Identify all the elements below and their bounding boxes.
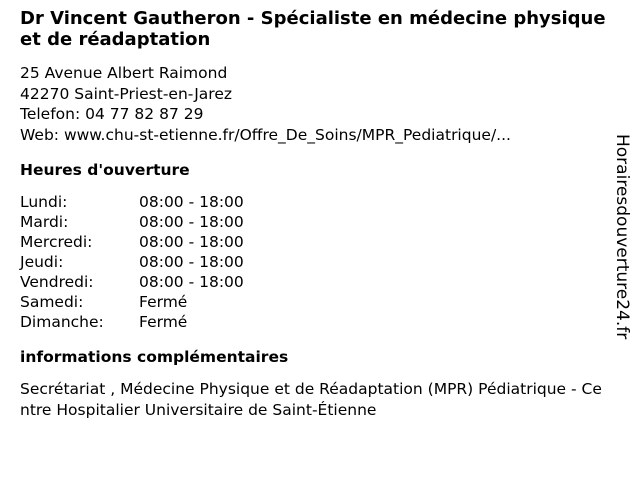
day-hours: 08:00 - 18:00 [139, 233, 244, 251]
phone-number: Telefon: 04 77 82 87 29 [20, 105, 204, 123]
info-heading: informations complémentaires [20, 348, 289, 366]
day-hours: 08:00 - 18:00 [139, 253, 244, 271]
street-address: 25 Avenue Albert Raimond [20, 64, 228, 82]
hours-row-saturday [20, 292, 610, 312]
day-hours: Fermé [139, 313, 188, 331]
day-hours: Fermé [139, 293, 188, 311]
day-label: Lundi: [20, 193, 68, 211]
info-text: Secrétariat , Médecine Physique et de Réadaptation (MPR) Pédiatrique - Centre Hospitalier Universitaire de Saint-Étienne [20, 380, 602, 419]
day-label: Mardi: [20, 213, 69, 231]
hours-row-sunday [20, 312, 610, 332]
business-listing [20, 8, 610, 420]
day-label: Vendredi: [20, 273, 94, 291]
day-label: Dimanche: [20, 313, 104, 331]
hours-row-thursday [20, 252, 610, 272]
day-hours: 08:00 - 18:00 [139, 273, 244, 291]
hours-row-friday [20, 272, 610, 292]
day-hours: 08:00 - 18:00 [139, 213, 244, 231]
site-watermark: Horairesdouverture24.fr [612, 134, 632, 340]
hours-row-monday [20, 192, 610, 212]
day-label: Samedi: [20, 293, 84, 311]
day-label: Jeudi: [20, 253, 64, 271]
day-hours: 08:00 - 18:00 [139, 193, 244, 211]
hours-row-tuesday [20, 212, 610, 232]
hours-heading: Heures d'ouverture [20, 161, 190, 179]
hours-table [20, 192, 610, 332]
page-title: Dr Vincent Gautheron - Spécialiste en médecine physique et de réadaptation [20, 8, 606, 50]
city-postal: 42270 Saint-Priest-en-Jarez [20, 84, 232, 103]
day-label: Mercredi: [20, 233, 93, 251]
website-link[interactable]: Web: www.chu-st-etienne.fr/Offre_De_Soins/MPR_Pediatrique/... [20, 125, 511, 144]
address-block [20, 63, 610, 145]
hours-row-wednesday [20, 232, 610, 252]
